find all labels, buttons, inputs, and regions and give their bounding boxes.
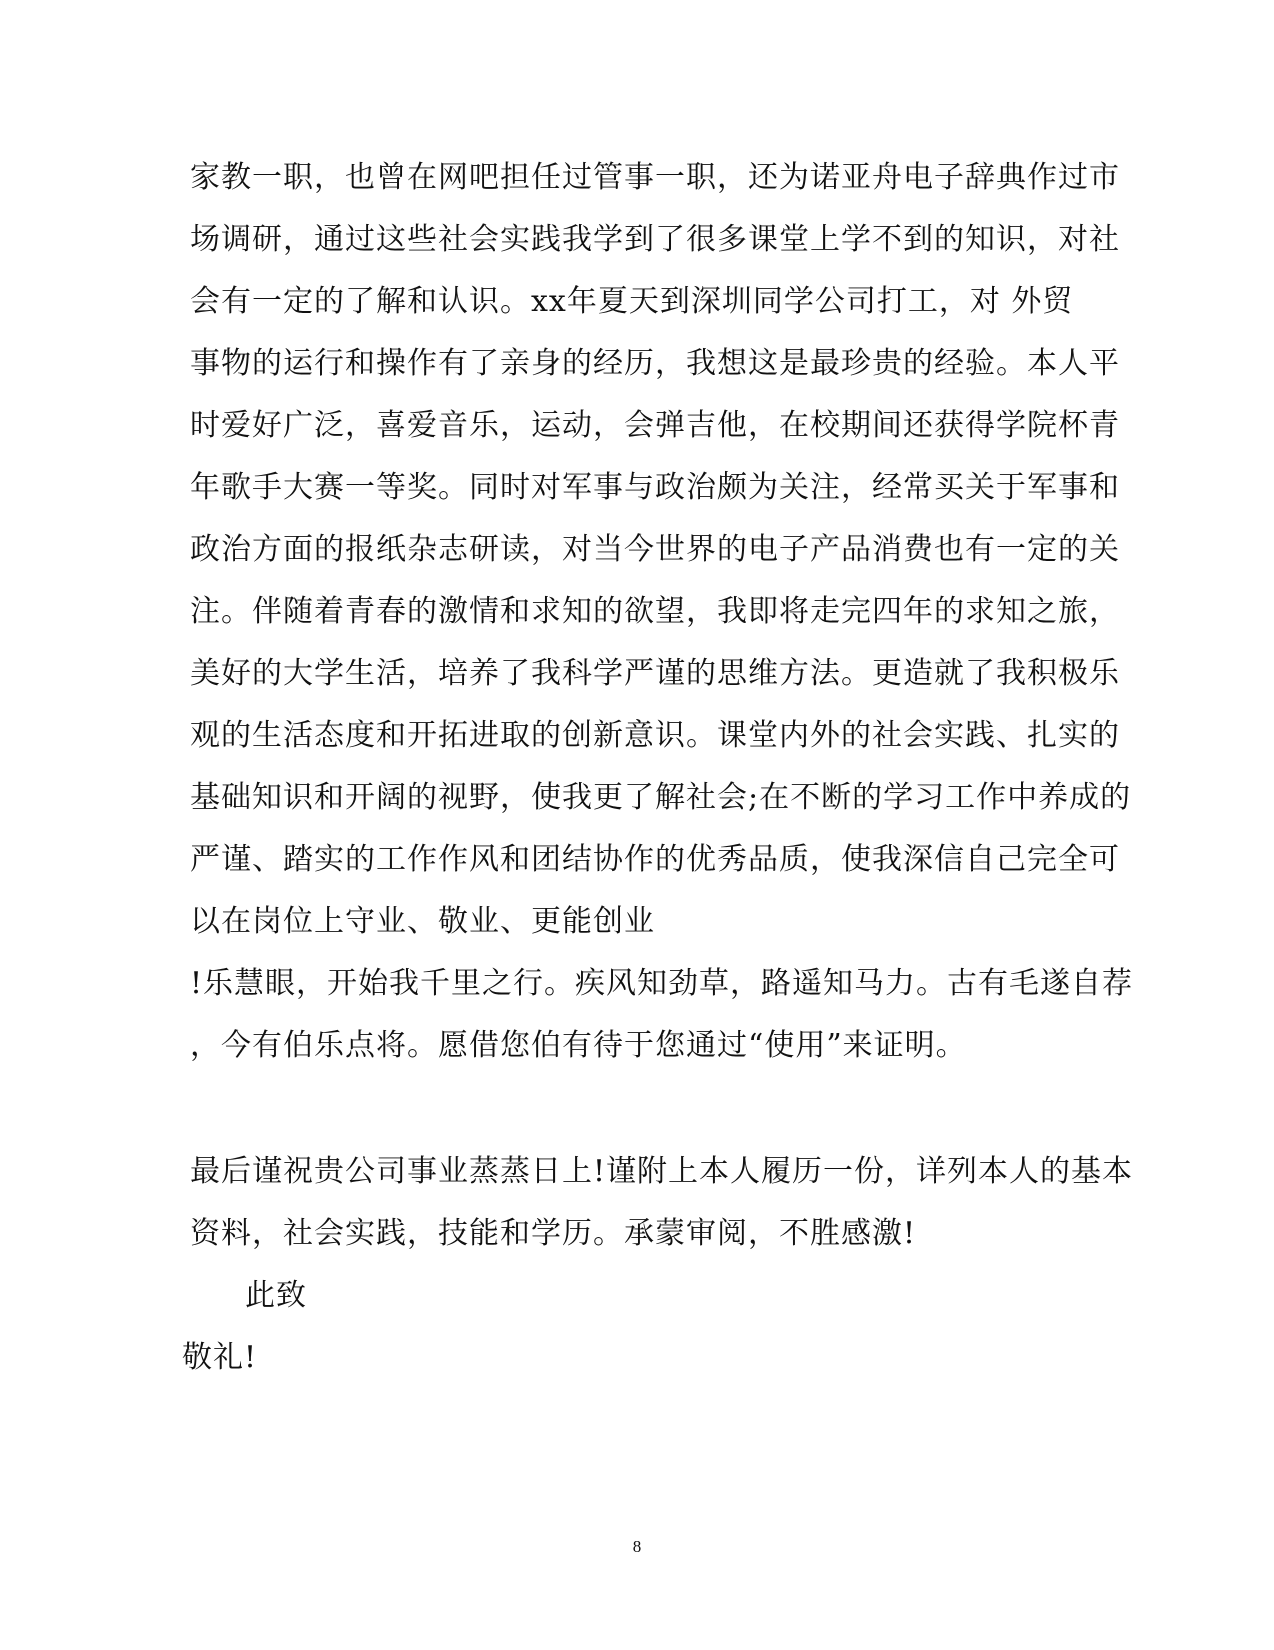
body-line: ，今有伯乐点将。愿借您伯有待于您通过“使用”来证明。 [190,1028,967,1063]
closing-line: 最后谨祝贵公司事业蒸蒸日上!谨附上本人履历一份，详列本人的基本 [190,1154,1134,1189]
body-line: 美好的大学生活，培养了我科学严谨的思维方法。更造就了我积极乐 [190,656,1120,691]
body-line: 家教一职，也曾在网吧担任过管事一职，还为诺亚舟电子辞典作过市 [190,160,1120,195]
body-line: 严谨、踏实的工作作风和团结协作的优秀品质，使我深信自己完全可 [190,842,1120,877]
body-line: 事物的运行和操作有了亲身的经历，我想这是最珍贵的经验。本人平 [190,346,1120,381]
body-line: 以在岗位上守业、敬业、更能创业 [190,904,655,939]
closing-line: 资料，社会实践，技能和学历。承蒙审阅，不胜感激! [190,1216,917,1251]
body-line: 年歌手大赛一等奖。同时对军事与政治颇为关注，经常买关于军事和 [190,470,1120,505]
body-line: !乐慧眼，开始我千里之行。疾风知劲草，路遥知马力。古有毛遂自荐 [190,966,1134,1001]
body-line: 政治方面的报纸杂志研读，对当今世界的电子产品消费也有一定的关 [190,532,1120,567]
body-line: 注。伴随着青春的激情和求知的欲望，我即将走完四年的求知之旅， [190,594,1120,629]
body-line: 时爱好广泛，喜爱音乐，运动，会弹吉他，在校期间还获得学院杯青 [190,408,1120,443]
body-line: 基础知识和开阔的视野，使我更了解社会;在不断的学习工作中养成的 [190,780,1132,815]
salutation: 此致 [245,1278,307,1313]
body-line: 观的生活态度和开拓进取的创新意识。课堂内外的社会实践、扎实的 [190,718,1120,753]
page-number: 8 [632,1537,642,1556]
body-line: 会有一定的了解和认识。xx年夏天到深圳同学公司打工，对 外贸 [190,284,1074,319]
body-line: 场调研，通过这些社会实践我学到了很多课堂上学不到的知识，对社 [190,222,1120,257]
regards: 敬礼! [182,1340,258,1375]
